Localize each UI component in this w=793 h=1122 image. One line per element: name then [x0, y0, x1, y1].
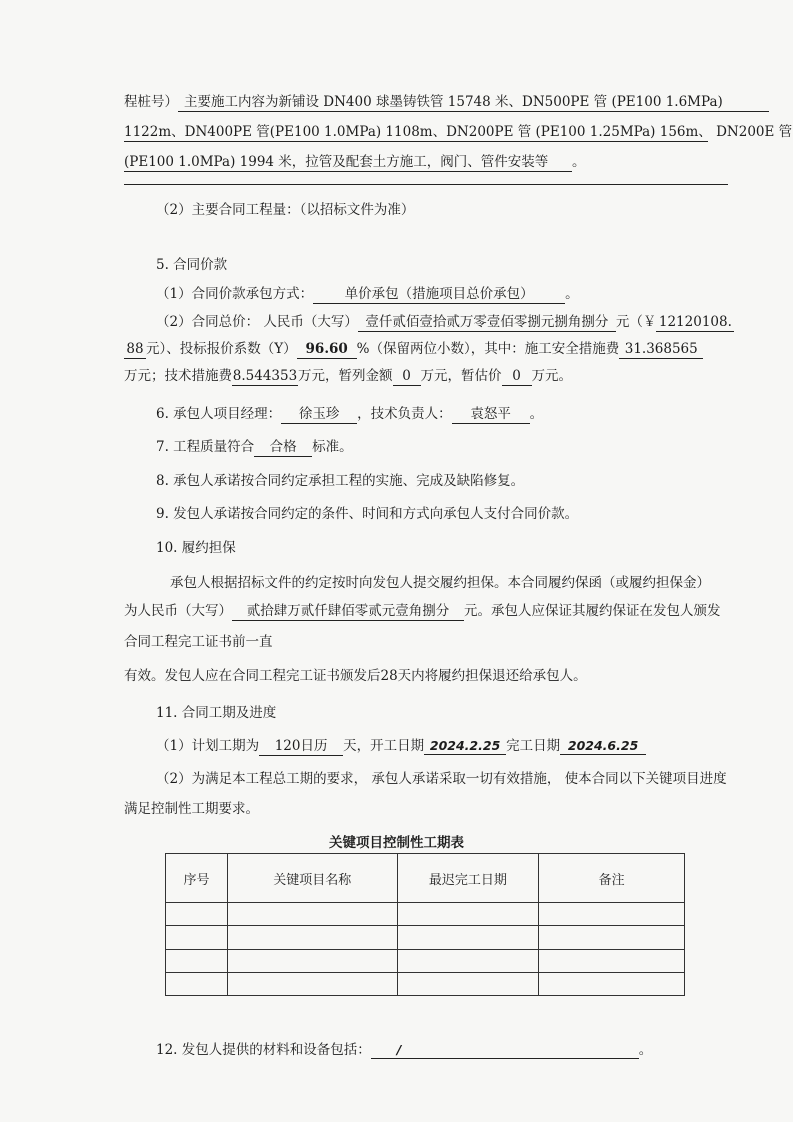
safety-fee-label: %（保留两位小数），其中：施工安全措施费 — [356, 341, 620, 357]
price-method-line — [156, 284, 579, 304]
intro-end-mark: 。 — [572, 154, 586, 170]
section-8: 8. 承包人承诺按合同约定承担工程的实施、完成及缺陷修复。 — [156, 473, 525, 489]
tech-fee-label: 万元；技术措施费 — [124, 368, 232, 384]
total-price-words: 壹仟贰佰壹拾贰万零壹佰零捌元捌角捌分 — [358, 314, 616, 332]
guarantee-p3: 合同工程完工证书前一直 — [124, 634, 273, 650]
quality-label: 7. 工程质量符合 — [156, 439, 255, 455]
col-header-project-name: 关键项目名称 — [227, 854, 397, 903]
table-row — [166, 926, 685, 949]
schedule-commit-line-1: （2）为满足本工程总工期的要求， 承包人承诺采取一切有效措施， 使本合同以下关键项目进度 — [156, 771, 727, 787]
section-6 — [156, 404, 543, 424]
quality-end: 标准。 — [312, 439, 353, 455]
section-12 — [156, 1040, 652, 1060]
start-date-value: 2024.2.25 — [424, 737, 506, 755]
col-header-deadline: 最迟完工日期 — [397, 854, 539, 903]
estimate-end: 万元。 — [531, 368, 572, 384]
bid-coefficient: 96.60 — [297, 341, 357, 359]
guarantee-p4: 有效。发包人应在合同工程完工证书颁发后28天内将履约担保退还给承包人。 — [124, 668, 587, 684]
estimate-label: 万元，暂估价 — [420, 368, 502, 384]
guarantee-p2 — [124, 601, 721, 621]
materials-value: / — [371, 1041, 639, 1059]
section-5-heading: 5. 合同价款 — [156, 257, 228, 273]
intro-line-2 — [124, 122, 793, 142]
section-7 — [156, 437, 353, 457]
guarantee-p1: 承包人根据招标文件的约定按时向发包人提交履约担保。本合同履约保函（或履约担保金） — [170, 575, 710, 591]
end-date-label: 完工日期 — [506, 738, 561, 754]
guarantee-p2-rest: 元。承包人应保证其履约保证在发包人颁发 — [464, 603, 721, 619]
provisional-sum-value: 0 — [393, 368, 421, 386]
materials-label: 12. 发包人提供的材料和设备包括： — [156, 1042, 371, 1058]
guarantee-amount-words: 贰拾肆万贰仟肆佰零贰元壹角捌分 — [232, 603, 464, 621]
intro-blank-rule — [124, 184, 728, 185]
work-content-line-3: (PE100 1.0MPa) 1994 米，拉管及配套土方施工，阀门、管件安装等 — [124, 154, 572, 172]
section-9: 9. 发包人承诺按合同约定的条件、时间和方式向承包人支付合同价款。 — [156, 506, 579, 522]
bid-coef-label: 元）、投标报价系数（Y） — [146, 341, 297, 357]
tech-lead-label: ，技术负责人： — [357, 406, 452, 422]
schedule-commit-line-2: 满足控制性工期要求。 — [124, 801, 259, 817]
col-header-remarks: 备注 — [539, 854, 685, 903]
section-10-heading: 10. 履约担保 — [156, 540, 236, 556]
guarantee-amount-label: 为人民币（大写） — [124, 603, 232, 619]
schedule-line — [156, 736, 646, 756]
work-content-line-2: 1122m、DN400PE 管(PE100 1.0MPa) 1108m、DN200PE 管 (PE100 1.25MPa) 156m、 DN200E 管 — [124, 124, 793, 140]
total-price-number-b: 88 — [124, 341, 146, 359]
tech-fee-value: 8.544353 — [232, 368, 298, 384]
table-row — [166, 972, 685, 995]
col-header-index: 序号 — [166, 854, 228, 903]
price-method-end: 。 — [565, 286, 579, 302]
safety-fee-value: 31.368565 — [619, 341, 703, 359]
price-method-label: （1）合同价款承包方式： — [156, 286, 314, 302]
pile-number-suffix: 程桩号） — [124, 94, 178, 110]
section-6-end: 。 — [529, 406, 544, 422]
table-header-row — [166, 854, 685, 903]
intro-line-3 — [124, 152, 586, 172]
total-price-number-a: 12120108. — [656, 314, 734, 332]
intro-line-1 — [124, 92, 769, 112]
quality-standard-value: 合格 — [254, 439, 312, 457]
total-price-line-3 — [124, 366, 572, 386]
total-price-line-1 — [156, 312, 734, 332]
estimate-value: 0 — [502, 368, 532, 386]
table-row — [166, 903, 685, 926]
table-title: 关键项目控制性工期表 — [329, 835, 464, 851]
contract-quantity-item: （2）主要合同工程量：（以招标文件为准） — [156, 202, 415, 218]
table-row — [166, 949, 685, 972]
total-price-yuan-label: 元（￥ — [615, 314, 657, 330]
duration-value: 120日历 — [259, 738, 343, 756]
section-11-heading: 11. 合同工期及进度 — [156, 705, 277, 721]
tech-lead-name: 袁怒平 — [452, 406, 530, 424]
total-price-label: （2）合同总价： 人民币（大写） — [156, 314, 358, 330]
total-price-line-2 — [124, 339, 703, 359]
duration-label: （1）计划工期为 — [156, 738, 260, 754]
provisional-sum-label: 万元，暂列金额 — [298, 368, 393, 384]
work-content-line-1: 主要施工内容为新铺设 DN400 球墨铸铁管 15748 米、DN500PE 管 (PE100 1.6MPa) — [178, 94, 769, 112]
project-manager-name: 徐玉珍 — [281, 406, 357, 424]
price-method-value: 单价承包（措施项目总价承包） — [313, 286, 565, 304]
end-date-value: 2024.6.25 — [560, 737, 646, 755]
start-date-label: 天，开工日期 — [343, 738, 425, 754]
section-12-end: 。 — [638, 1042, 653, 1058]
manager-label: 6. 承包人项目经理： — [156, 406, 282, 422]
key-project-schedule-table — [165, 853, 685, 996]
